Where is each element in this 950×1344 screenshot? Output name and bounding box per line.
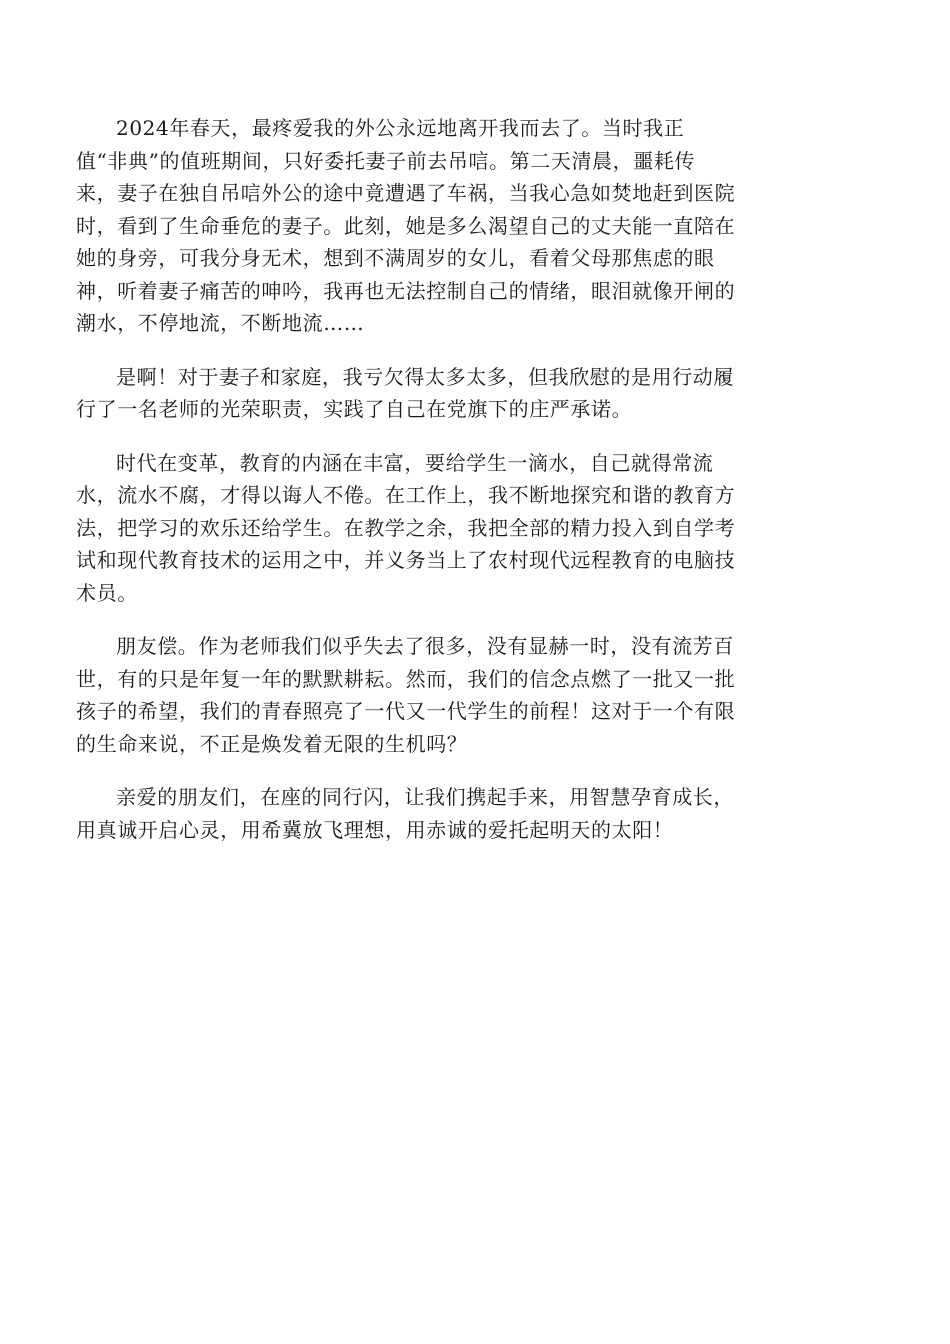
- text-line: 是啊！对于妻子和家庭，我亏欠得太多太多，但我欣慰的是用行动履: [116, 364, 734, 389]
- text-line: 值“非典”的值班期间，只好委托妻子前去吊唁。第二天清晨，噩耗传: [76, 148, 696, 173]
- paragraph-5: [76, 781, 832, 846]
- text-line: 世，有的只是年复一年的默默耕耘。然而，我们的信念点燃了一批又一批: [76, 666, 736, 691]
- text-line: 法，把学习的欢乐还给学生。在教学之余，我把全部的精力投入到自学考: [76, 515, 736, 540]
- text-line: 术员。: [76, 580, 138, 605]
- paragraph-1: [76, 112, 832, 340]
- text-line: 亲爱的朋友们，在座的同行闪，让我们携起手来，用智慧孕育成长，: [116, 785, 734, 809]
- text-line: 2024年春天，最疼爱我的外公永远地离开我而去了。当时我正: [116, 116, 685, 140]
- text-line: 时代在变革，教育的内涵在丰富，要给学生一滴水，自己就得常流: [116, 450, 714, 475]
- text-line: 试和现代教育技术的运用之中，并义务当上了农村现代远程教育的电脑技: [76, 548, 736, 572]
- text-line: 时，看到了生命垂危的妻子。此刻，她是多么渴望自己的丈夫能一直陪在: [76, 213, 736, 238]
- text-line: 朋友偿。作为老师我们似乎失去了很多，没有显赫一时，没有流芳百: [116, 634, 734, 658]
- text-line: 神，听着妻子痛苦的呻吟，我再也无法控制自己的情绪，眼泪就像开闸的: [76, 278, 736, 303]
- text-line: 来，妻子在独自吊唁外公的途中竟遭遇了车祸，当我心急如焚地赶到医院: [76, 181, 736, 205]
- paragraph-2: [76, 361, 832, 426]
- paragraph-4: [76, 630, 832, 760]
- text-line: 的生命来说，不正是焕发着无限的生机吗？: [76, 731, 468, 756]
- text-line: 水，流水不腐，才得以诲人不倦。在工作上，我不断地探究和谐的教育方: [76, 483, 736, 507]
- document-body: [76, 112, 832, 867]
- text-line: 孩子的希望，我们的青春照亮了一代又一代学生的前程！这对于一个有限: [76, 699, 736, 723]
- text-line: 她的身旁，可我分身无术，想到不满周岁的女儿，看着父母那焦虑的眼: [76, 246, 715, 270]
- text-line: 潮水，不停地流，不断地流……: [76, 311, 365, 335]
- text-line: 用真诚开启心灵，用希冀放飞理想，用赤诚的爱托起明天的太阳！: [76, 817, 674, 842]
- paragraph-3: [76, 447, 832, 610]
- text-line: 行了一名老师的光荣职责，实践了自己在党旗下的庄严承诺。: [76, 397, 633, 421]
